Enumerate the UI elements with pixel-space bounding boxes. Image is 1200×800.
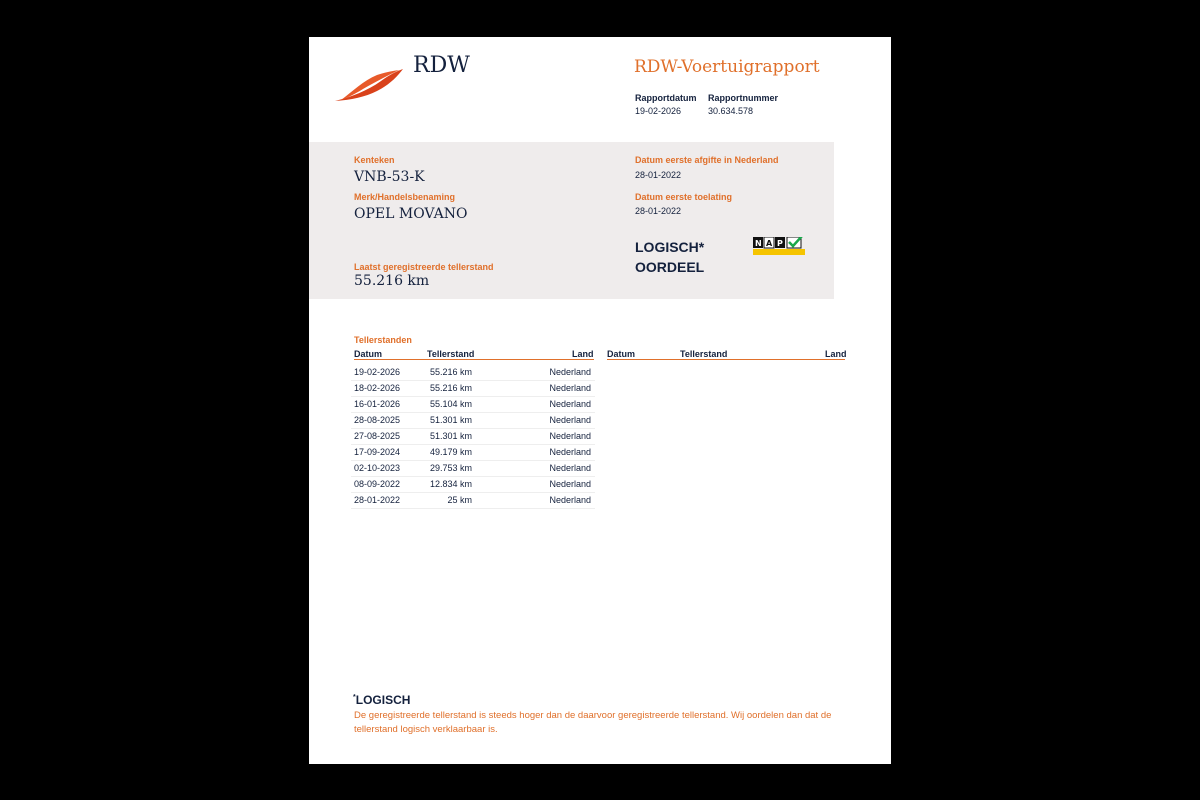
table-row	[351, 492, 595, 509]
footnote-title	[353, 693, 410, 707]
footnote-title-text: LOGISCH	[355, 693, 411, 707]
row-land: Nederland	[549, 399, 591, 409]
toelating-value: 28-01-2022	[635, 206, 682, 216]
row-land: Nederland	[549, 415, 591, 425]
tellerstanden-title: Tellerstanden	[354, 335, 412, 345]
row-datum: 02-10-2023	[354, 463, 401, 473]
nap-check-badge-icon	[753, 237, 805, 255]
brand-name: RDW	[413, 53, 470, 78]
svg-text:N: N	[755, 239, 762, 248]
th-datum-left: Datum	[354, 349, 383, 359]
row-tellerstand: 55.216 km	[429, 367, 472, 377]
rapportdatum-label: Rapportdatum	[635, 93, 697, 103]
row-land: Nederland	[549, 447, 591, 457]
row-datum: 16-01-2026	[354, 399, 401, 409]
oordeel-line-1: LOGISCH*	[635, 239, 705, 255]
row-land: Nederland	[549, 479, 591, 489]
th-tellerstand-left: Tellerstand	[427, 349, 475, 359]
row-tellerstand: 25 km	[447, 495, 472, 505]
row-datum: 17-09-2024	[354, 447, 401, 457]
row-datum: 08-09-2022	[354, 479, 401, 489]
vehicle-summary-panel	[309, 142, 834, 299]
table-row	[351, 476, 595, 493]
row-tellerstand: 51.301 km	[429, 415, 472, 425]
oordeel-line-2: OORDEEL	[635, 259, 705, 275]
row-datum: 28-08-2025	[354, 415, 401, 425]
rapportdatum-value: 19-02-2026	[635, 106, 682, 116]
table-row	[351, 396, 595, 413]
afgifte-value: 28-01-2022	[635, 170, 682, 180]
rapportnummer-label: Rapportnummer	[708, 93, 779, 103]
row-datum: 18-02-2026	[354, 383, 401, 393]
kenteken-label: Kenteken	[354, 155, 395, 165]
row-land: Nederland	[549, 495, 591, 505]
svg-text:P: P	[777, 239, 783, 248]
rdw-feather-logo-icon	[333, 67, 405, 103]
table-header-divider-left	[354, 359, 594, 360]
row-datum: 27-08-2025	[354, 431, 401, 441]
rapportnummer-value: 30.634.578	[708, 106, 754, 116]
toelating-label: Datum eerste toelating	[635, 192, 733, 202]
merk-value: OPEL MOVANO	[354, 206, 468, 222]
tellerstand-label: Laatst geregistreerde tellerstand	[354, 262, 494, 272]
th-land-left: Land	[572, 349, 594, 359]
table-row	[351, 412, 595, 429]
oordeel-verdict	[635, 237, 755, 277]
merk-label: Merk/Handelsbenaming	[354, 192, 456, 202]
th-land-right: Land	[825, 349, 847, 359]
report-title: RDW-Voertuigrapport	[634, 57, 820, 77]
afgifte-label: Datum eerste afgifte in Nederland	[635, 155, 779, 165]
row-land: Nederland	[549, 383, 591, 393]
tellerstand-value: 55.216 km	[354, 273, 430, 289]
footnote-text: De geregistreerde tellerstand is steeds hoger dan de daarvoor geregistreerde tellerstand. Wij oordelen dan dat de tellerstand logisch verklaarbaar is.	[354, 710, 832, 735]
th-datum-right: Datum	[607, 349, 636, 359]
svg-text:A: A	[766, 239, 773, 248]
row-tellerstand: 55.216 km	[429, 383, 472, 393]
report-page	[309, 37, 891, 764]
row-land: Nederland	[549, 367, 591, 377]
table-header-divider-right	[607, 359, 845, 360]
row-tellerstand: 12.834 km	[429, 479, 472, 489]
footnote-marker: *	[353, 694, 356, 701]
row-datum: 28-01-2022	[354, 495, 401, 505]
row-tellerstand: 29.753 km	[429, 463, 472, 473]
row-land: Nederland	[549, 431, 591, 441]
table-row	[351, 460, 595, 477]
row-tellerstand: 51.301 km	[429, 431, 472, 441]
table-row	[351, 428, 595, 445]
table-row	[351, 364, 595, 381]
row-datum: 19-02-2026	[354, 367, 401, 377]
table-row	[351, 380, 595, 397]
table-row	[351, 444, 595, 461]
th-tellerstand-right: Tellerstand	[680, 349, 728, 359]
row-land: Nederland	[549, 463, 591, 473]
row-tellerstand: 49.179 km	[429, 447, 472, 457]
kenteken-value: VNB-53-K	[354, 169, 425, 185]
row-tellerstand: 55.104 km	[429, 399, 472, 409]
